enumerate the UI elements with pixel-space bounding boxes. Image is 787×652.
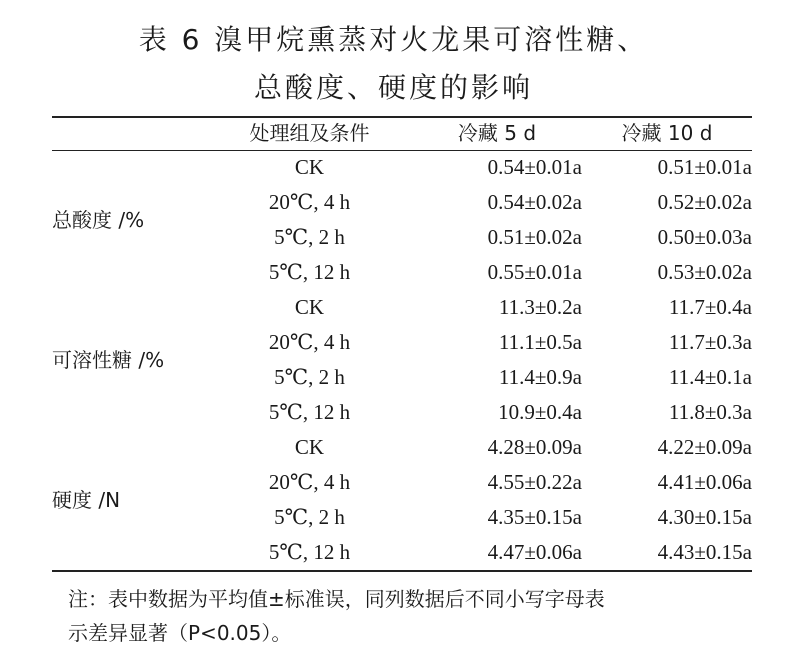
condition-cell: 5℃, 12 h: [268, 260, 351, 284]
day5-value: 11.4±0.9a: [498, 365, 582, 389]
condition-cell: CK: [294, 435, 325, 459]
footnote-line-2: 示差异显著（P<0.05）。: [68, 621, 292, 645]
day10-value: 11.7±0.4a: [668, 295, 752, 319]
day10-value: 0.51±0.01a: [657, 155, 752, 179]
day5-value: 11.1±0.5a: [498, 330, 582, 354]
day5-value: 11.3±0.2a: [498, 295, 582, 319]
table-title-line-2: 总酸度、硬度的影响: [253, 71, 533, 104]
day5-value: 0.51±0.02a: [487, 225, 582, 249]
day10-value: 4.41±0.06a: [657, 470, 752, 494]
condition-cell: 20℃, 4 h: [268, 470, 351, 494]
table-title-line-1: 表 6 溴甲烷熏蒸对火龙果可溶性糖、: [138, 23, 649, 56]
condition-cell: CK: [294, 295, 325, 319]
day5-value: 4.35±0.15a: [487, 505, 582, 529]
condition-cell: 20℃, 4 h: [268, 330, 351, 354]
day10-value: 4.22±0.09a: [657, 435, 752, 459]
day5-value: 4.55±0.22a: [487, 470, 582, 494]
condition-cell: 20℃, 4 h: [268, 190, 351, 214]
day5-value: 4.28±0.09a: [487, 435, 582, 459]
indicator-hardness: 硬度 /N: [52, 487, 121, 512]
day5-value: 10.9±0.4a: [498, 400, 582, 424]
day10-value: 4.43±0.15a: [657, 540, 752, 564]
header-day10: 冷藏 10 d: [621, 121, 713, 145]
indicator-total-acidity: 总酸度 /%: [52, 207, 145, 232]
condition-cell: CK: [294, 155, 325, 179]
condition-cell: 5℃, 2 h: [274, 365, 345, 389]
day10-value: 4.30±0.15a: [657, 505, 752, 529]
day5-value: 4.47±0.06a: [487, 540, 582, 564]
day10-value: 11.8±0.3a: [668, 400, 752, 424]
table-footnote: [68, 582, 758, 650]
table-row: [52, 150, 752, 185]
header-row: [52, 117, 752, 150]
day10-value: 0.50±0.03a: [657, 225, 752, 249]
day10-value: 0.52±0.02a: [657, 190, 752, 214]
condition-cell: 5℃, 12 h: [268, 540, 351, 564]
condition-cell: 5℃, 2 h: [274, 505, 345, 529]
day10-value: 11.4±0.1a: [668, 365, 752, 389]
footnote-line-1: 注：表中数据为平均值±标准误，同列数据后不同小写字母表: [68, 587, 605, 611]
header-day5: 冷藏 5 d: [457, 121, 537, 145]
day10-value: 11.7±0.3a: [668, 330, 752, 354]
table-row: [52, 290, 752, 325]
table-bottom-rule: [52, 570, 752, 572]
data-table: [52, 117, 752, 570]
day5-value: 0.55±0.01a: [487, 260, 582, 284]
header-indicator: [52, 117, 207, 150]
table-row: [52, 430, 752, 465]
header-condition: 处理组及条件: [249, 121, 370, 145]
condition-cell: 5℃, 12 h: [268, 400, 351, 424]
indicator-soluble-sugar: 可溶性糖 /%: [52, 347, 165, 372]
day5-value: 0.54±0.02a: [487, 190, 582, 214]
day10-value: 0.53±0.02a: [657, 260, 752, 284]
condition-cell: 5℃, 2 h: [274, 225, 345, 249]
day5-value: 0.54±0.01a: [487, 155, 582, 179]
